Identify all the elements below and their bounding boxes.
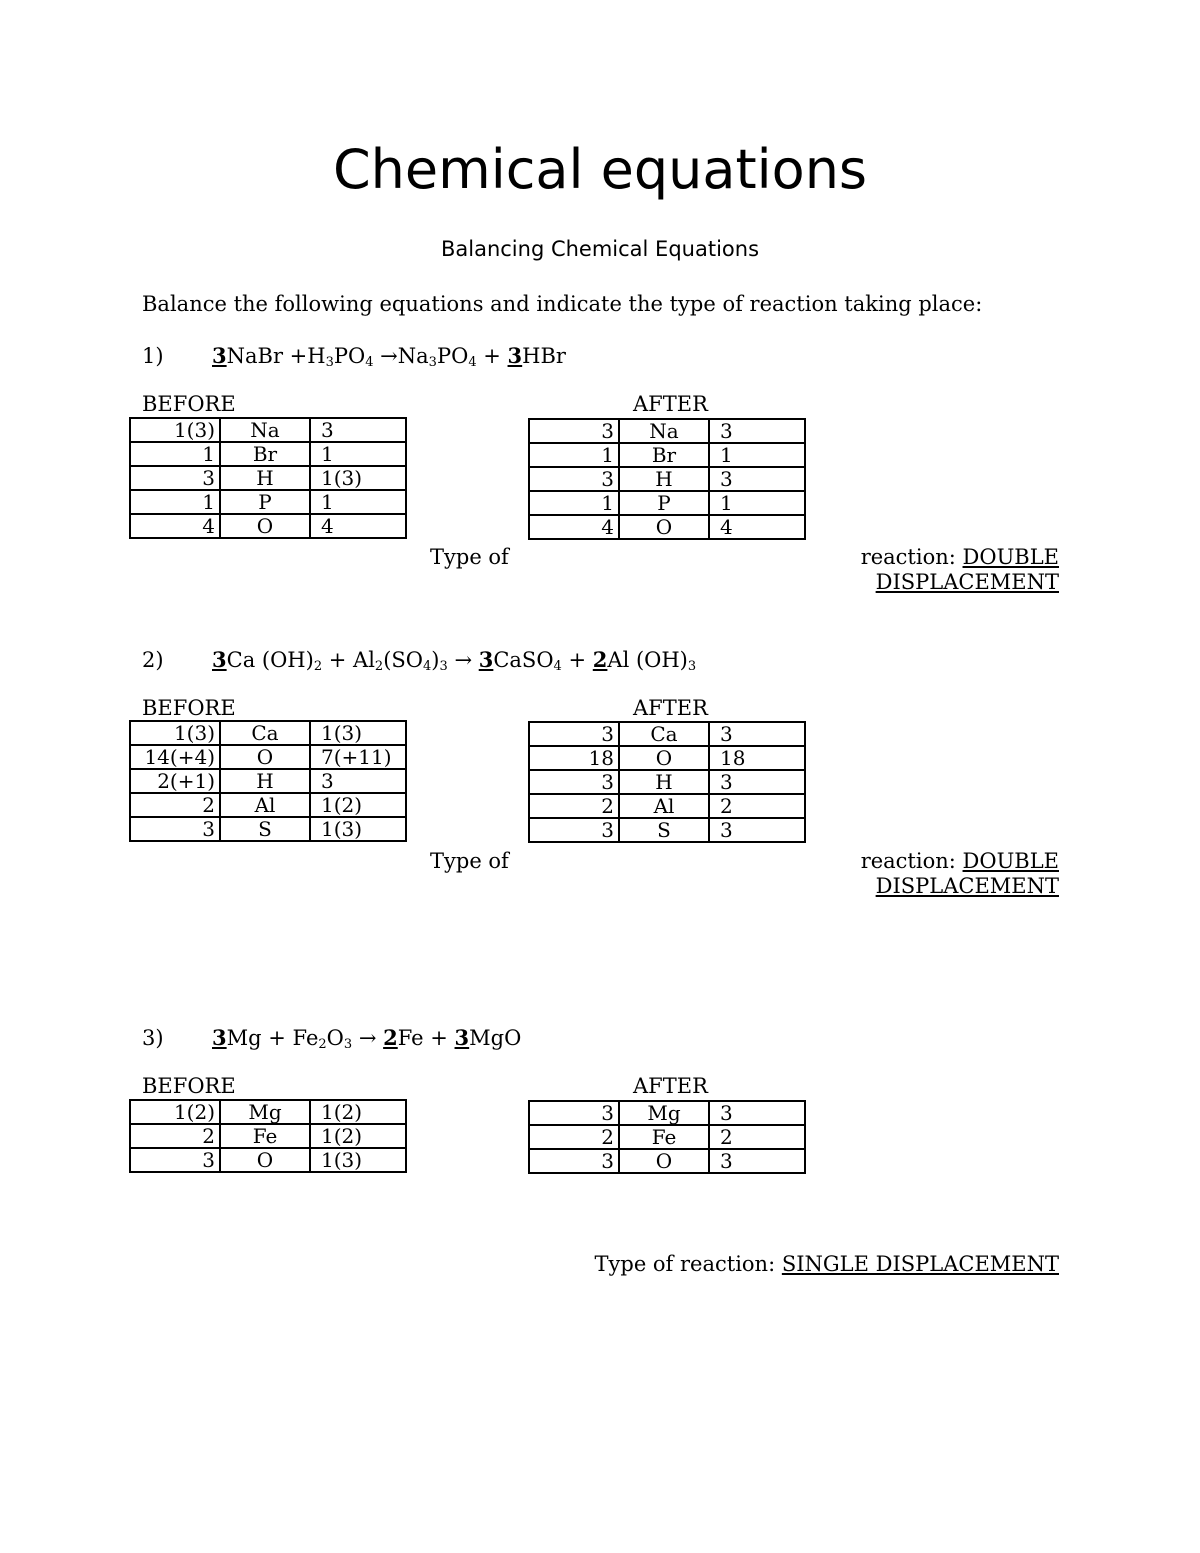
before-table-2 [129,720,407,842]
before-label: BEFORE [142,392,236,416]
instructions: Balance the following equations and indicate the type of reaction taking place: [142,292,983,316]
reaction-answer-3 [595,1252,1060,1276]
element-cell: S [220,817,310,841]
reaction-label: reaction: [860,849,956,873]
after-table-1 [528,418,806,540]
count-cell: 2(+1) [130,769,220,793]
page-subtitle: Balancing Chemical Equations [440,237,760,261]
element-cell: Ca [220,721,310,745]
count-cell: 2 [529,794,619,818]
page-title: Chemical equations [332,138,868,201]
before-table-1 [129,417,407,539]
element-cell: Mg [619,1101,709,1125]
count-cell: 3 [130,817,220,841]
element-cell: O [220,745,310,769]
count-cell: 14(+4) [130,745,220,769]
element-cell: Ca [619,722,709,746]
count-cell: 4 [709,515,805,539]
element-cell: O [619,1149,709,1173]
table-row [529,818,805,842]
count-cell: 3 [529,1149,619,1173]
count-cell: 1 [130,490,220,514]
answer: SINGLE DISPLACEMENT [781,1252,1059,1276]
table-row [130,721,406,745]
after-table-2 [528,721,806,843]
count-cell: 3 [310,418,406,442]
element-cell: Al [220,793,310,817]
count-cell: 1 [529,443,619,467]
count-cell: 1(3) [130,418,220,442]
table-row [529,467,805,491]
after-label: AFTER [633,1074,708,1098]
count-cell: 2 [130,793,220,817]
count-cell: 3 [529,467,619,491]
count-cell: 3 [529,1101,619,1125]
table-row [529,419,805,443]
count-cell: 1(2) [310,1124,406,1148]
element-cell: Br [619,443,709,467]
element-cell: Fe [619,1125,709,1149]
element-cell: O [619,746,709,770]
table-row [529,515,805,539]
count-cell: 3 [529,770,619,794]
table-row [529,746,805,770]
element-cell: H [220,466,310,490]
count-cell: 3 [709,722,805,746]
count-cell: 3 [130,1148,220,1172]
type-of-label: Type of [430,849,509,873]
table-row [529,1101,805,1125]
type-of-reaction-label: Type of reaction: [594,1252,776,1276]
count-cell: 4 [310,514,406,538]
count-cell: 2 [529,1125,619,1149]
count-cell: 3 [529,818,619,842]
count-cell: 18 [709,746,805,770]
element-cell: Na [220,418,310,442]
count-cell: 1 [130,442,220,466]
before-label: BEFORE [142,1074,236,1098]
after-label: AFTER [633,392,708,416]
count-cell: 3 [709,1101,805,1125]
reaction-label: reaction: [860,545,956,569]
answer-line-1: DOUBLE [962,849,1059,873]
count-cell: 1(2) [130,1100,220,1124]
table-row [130,745,406,769]
table-row [130,769,406,793]
table-row [529,443,805,467]
reaction-answer-2 [861,849,1059,873]
element-cell: S [619,818,709,842]
count-cell: 3 [130,466,220,490]
count-cell: 3 [709,467,805,491]
count-cell: 3 [529,419,619,443]
reaction-answer-1 [861,545,1059,569]
before-label: BEFORE [142,696,236,720]
element-cell: Al [619,794,709,818]
count-cell: 4 [130,514,220,538]
equation-number: 2) [142,648,164,672]
equation-1: 1) 3NaBr $+H_3PO_4 \to Na_3PO_4 + 3HBr$ [142,343,566,370]
element-cell: H [619,770,709,794]
count-cell: 1 [310,442,406,466]
element-cell: P [220,490,310,514]
element-cell: Fe [220,1124,310,1148]
count-cell: 2 [709,1125,805,1149]
equation-3: 3) $3Mg + Fe_2O_3 \to 2Fe + 3MgO$ [142,1025,522,1052]
count-cell: 1(3) [310,466,406,490]
table-row [130,1124,406,1148]
count-cell: 2 [130,1124,220,1148]
after-table-3 [528,1100,806,1174]
count-cell: 3 [310,769,406,793]
count-cell: 1(3) [310,721,406,745]
equation-2: 2) 3Ca $(OH)_2 + Al_2(SO_4)_3$ → 3CaSO$_4$ + 2Al $(OH)_3$ [142,647,697,674]
count-cell: 1 [709,491,805,515]
table-row [130,1100,406,1124]
equation-number: 1) [142,344,164,368]
count-cell: 4 [529,515,619,539]
table-row [130,1148,406,1172]
table-row [130,490,406,514]
count-cell: 1(3) [310,1148,406,1172]
count-cell: 3 [709,818,805,842]
count-cell: 1 [310,490,406,514]
element-cell: H [220,769,310,793]
table-row [130,514,406,538]
table-row [529,770,805,794]
table-row [529,794,805,818]
count-cell: 3 [709,419,805,443]
type-of-label: Type of [430,545,509,569]
answer-line-1: DOUBLE [962,545,1059,569]
element-cell: Mg [220,1100,310,1124]
table-row [529,1149,805,1173]
table-row [130,466,406,490]
element-cell: Br [220,442,310,466]
answer-line-2: DISPLACEMENT [875,570,1059,594]
table-row [529,722,805,746]
count-cell: 3 [709,770,805,794]
element-cell: Na [619,419,709,443]
table-row [130,817,406,841]
count-cell: 1 [529,491,619,515]
table-row [130,418,406,442]
table-row [130,442,406,466]
count-cell: 18 [529,746,619,770]
element-cell: O [619,515,709,539]
count-cell: 7(+11) [310,745,406,769]
count-cell: 1(2) [310,1100,406,1124]
after-label: AFTER [633,696,708,720]
answer-line-2: DISPLACEMENT [875,874,1059,898]
count-cell: 1 [709,443,805,467]
count-cell: 3 [709,1149,805,1173]
element-cell: H [619,467,709,491]
equation-number: 3) [142,1026,164,1050]
table-row [130,793,406,817]
count-cell: 1(3) [310,817,406,841]
element-cell: O [220,514,310,538]
count-cell: 3 [529,722,619,746]
element-cell: O [220,1148,310,1172]
count-cell: 1(2) [310,793,406,817]
table-row [529,491,805,515]
count-cell: 1(3) [130,721,220,745]
count-cell: 2 [709,794,805,818]
before-table-3 [129,1099,407,1173]
element-cell: P [619,491,709,515]
table-row [529,1125,805,1149]
